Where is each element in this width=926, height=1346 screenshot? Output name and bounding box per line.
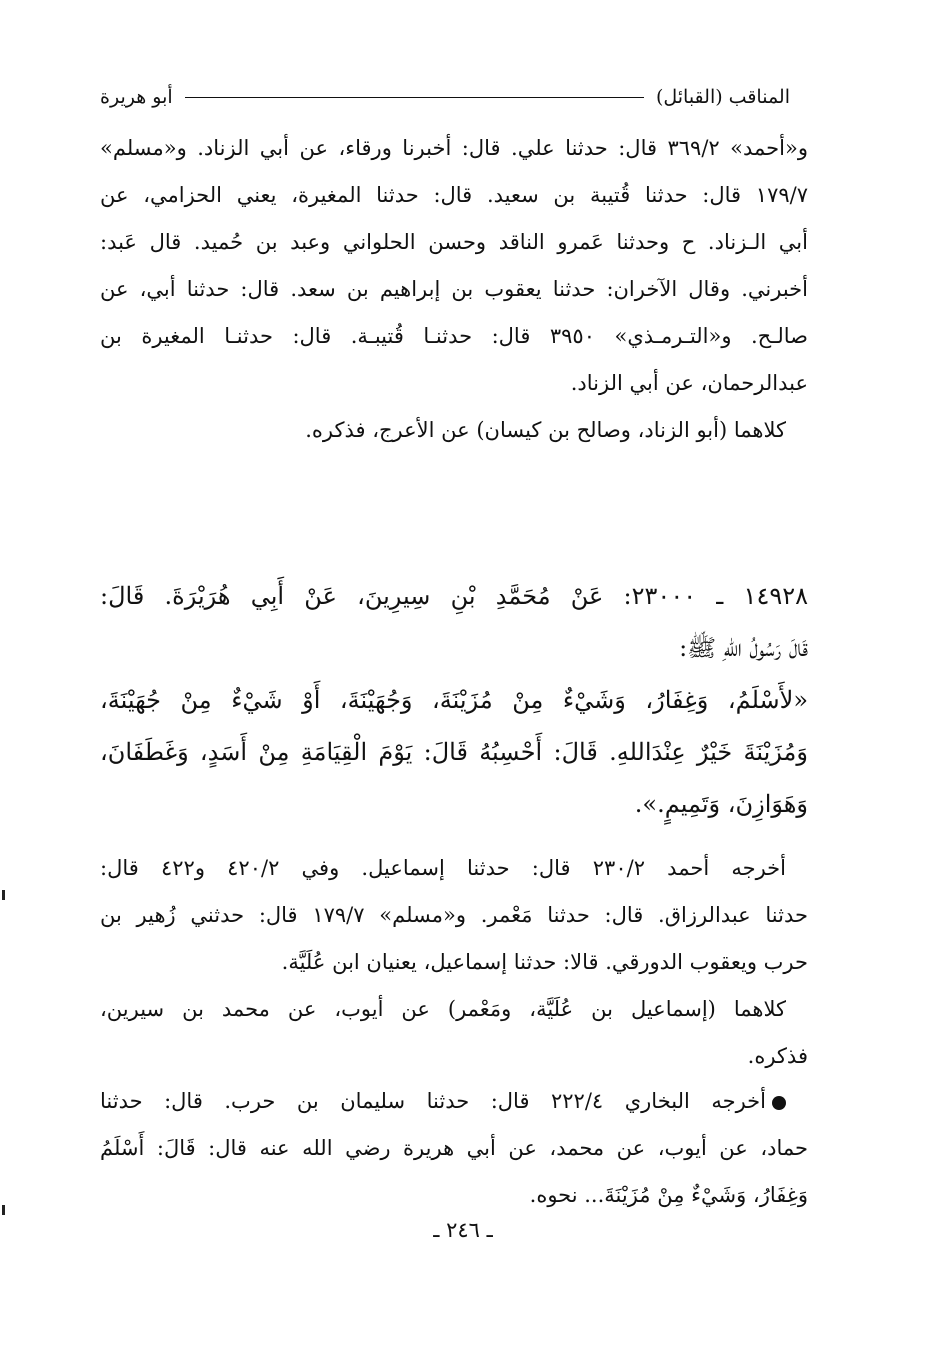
- text-line: أبي الـزناد. ح وحدثنا عَمرو الناقد وحسن الحلواني وعبد بن حُميد. قال عَبد:: [100, 230, 808, 254]
- hadith-line: وَهَوَازِنَ، وَتَمِيمٍ.».: [634, 790, 808, 818]
- text-line: و«أحمد» ٣٦٩/٢ قال: حدثنا علي. قال: أخبرنا ورقاء، عن أبي الزناد. و«مسلم»: [100, 136, 808, 160]
- takhrij: [100, 845, 808, 1080]
- bullet-text: أخرجه البخاري ٢٢٢/٤ قال: حدثنا سليمان بن حرب. قال: حدثنا: [100, 1089, 766, 1113]
- chain-conclusion: كلاهما (إسماعيل بن عُلَيَّة، ومَعْمر) عن أيوب، عن محمد بن سيرين،: [100, 997, 786, 1021]
- header-chapter-title: أبو هريرة: [100, 86, 173, 108]
- hadith-text: [100, 570, 808, 830]
- scan-mark: [2, 890, 5, 900]
- text-line: أخرجه أحمد ٢٣٠/٢ قال: حدثنا إسماعيل. وفي ٤٢٠/٢ و٤٢٢ قال:: [100, 856, 786, 880]
- page-number: ـ ٢٤٦ ـ: [433, 1218, 493, 1242]
- hadith-line: ١٤٩٢٨ ـ ٢٣٠٠٠: عَنْ مُحَمَّدِ بْنِ سِيرِينَ، عَنْ أَبِي هُرَيْرَةَ. قَالَ:: [100, 582, 808, 610]
- header-rule: [185, 97, 644, 98]
- chain-conclusion: فذكره.: [747, 1044, 808, 1068]
- previous-takhrij: [100, 125, 808, 454]
- hadith-line: قَالَ رَسُولُ اللهِ ﷺ:: [679, 634, 808, 662]
- bukhari-note: [100, 1078, 808, 1219]
- text-line: ١٧٩/٧ قال: حدثنا قُتيبة بن سعيد. قال: حدثنا المغيرة، يعني الحزامي، عن: [100, 183, 808, 207]
- text-line: صالـح. و«التـرمـذي» ٣٩٥٠ قال: حدثنـا قُتيبـة. قال: حدثنـا المغيرة بن: [100, 324, 809, 348]
- text-line: حماد، عن أيوب، عن محمد، عن أبي هريرة رضي الله عنه قال: قَالَ: أَسْلَمُ: [100, 1136, 808, 1160]
- text-line: أخبرني. وقال الآخران: حدثنا يعقوب بن إبراهيم بن سعد. قال: حدثنا أبي، عن: [100, 277, 808, 301]
- hadith-line: وَمُزَيْنَةَ خَيْرٌ عِنْدَاللهِ. قَالَ: أَحْسِبُهُ قَالَ: يَوْمَ الْقِيَامَةِ مِنْ أَسَدٍ، وَغَطَفَانَ،: [100, 738, 808, 766]
- running-header: [100, 82, 790, 112]
- text-line: وَغِفَارُ، وَشَيْءٌ مِنْ مُزَيْنَةَ... نحوه.: [529, 1183, 808, 1207]
- text-line: حدثنا عبدالرزاق. قال: حدثنا مَعْمر. و«مسلم» ١٧٩/٧ قال: حدثني زُهير بن: [100, 903, 808, 927]
- chain-conclusion: كلاهما (أبو الزناد، وصالح بن كيسان) عن الأعرج، فذكره.: [305, 418, 786, 442]
- hadith-line: «لأَسْلَمُ، وَغِفَارُ، وَشَيْءٌ مِنْ مُزَيْنَةَ، وَجُهَيْنَةَ، أَوْ شَيْءٌ مِنْ جُهَيْنَةَ،: [100, 686, 808, 714]
- text-line: حرب ويعقوب الدورقي. قالا: حدثنا إسماعيل، يعنيان ابن عُلَيَّة.: [281, 950, 808, 974]
- text-line: عبدالرحمان، عن أبي الزناد.: [570, 371, 808, 395]
- bullet-icon: [772, 1096, 786, 1110]
- header-section-title: المناقب (القبائل): [655, 86, 790, 108]
- text-line: [100, 1078, 808, 1125]
- scan-mark: [2, 1205, 5, 1215]
